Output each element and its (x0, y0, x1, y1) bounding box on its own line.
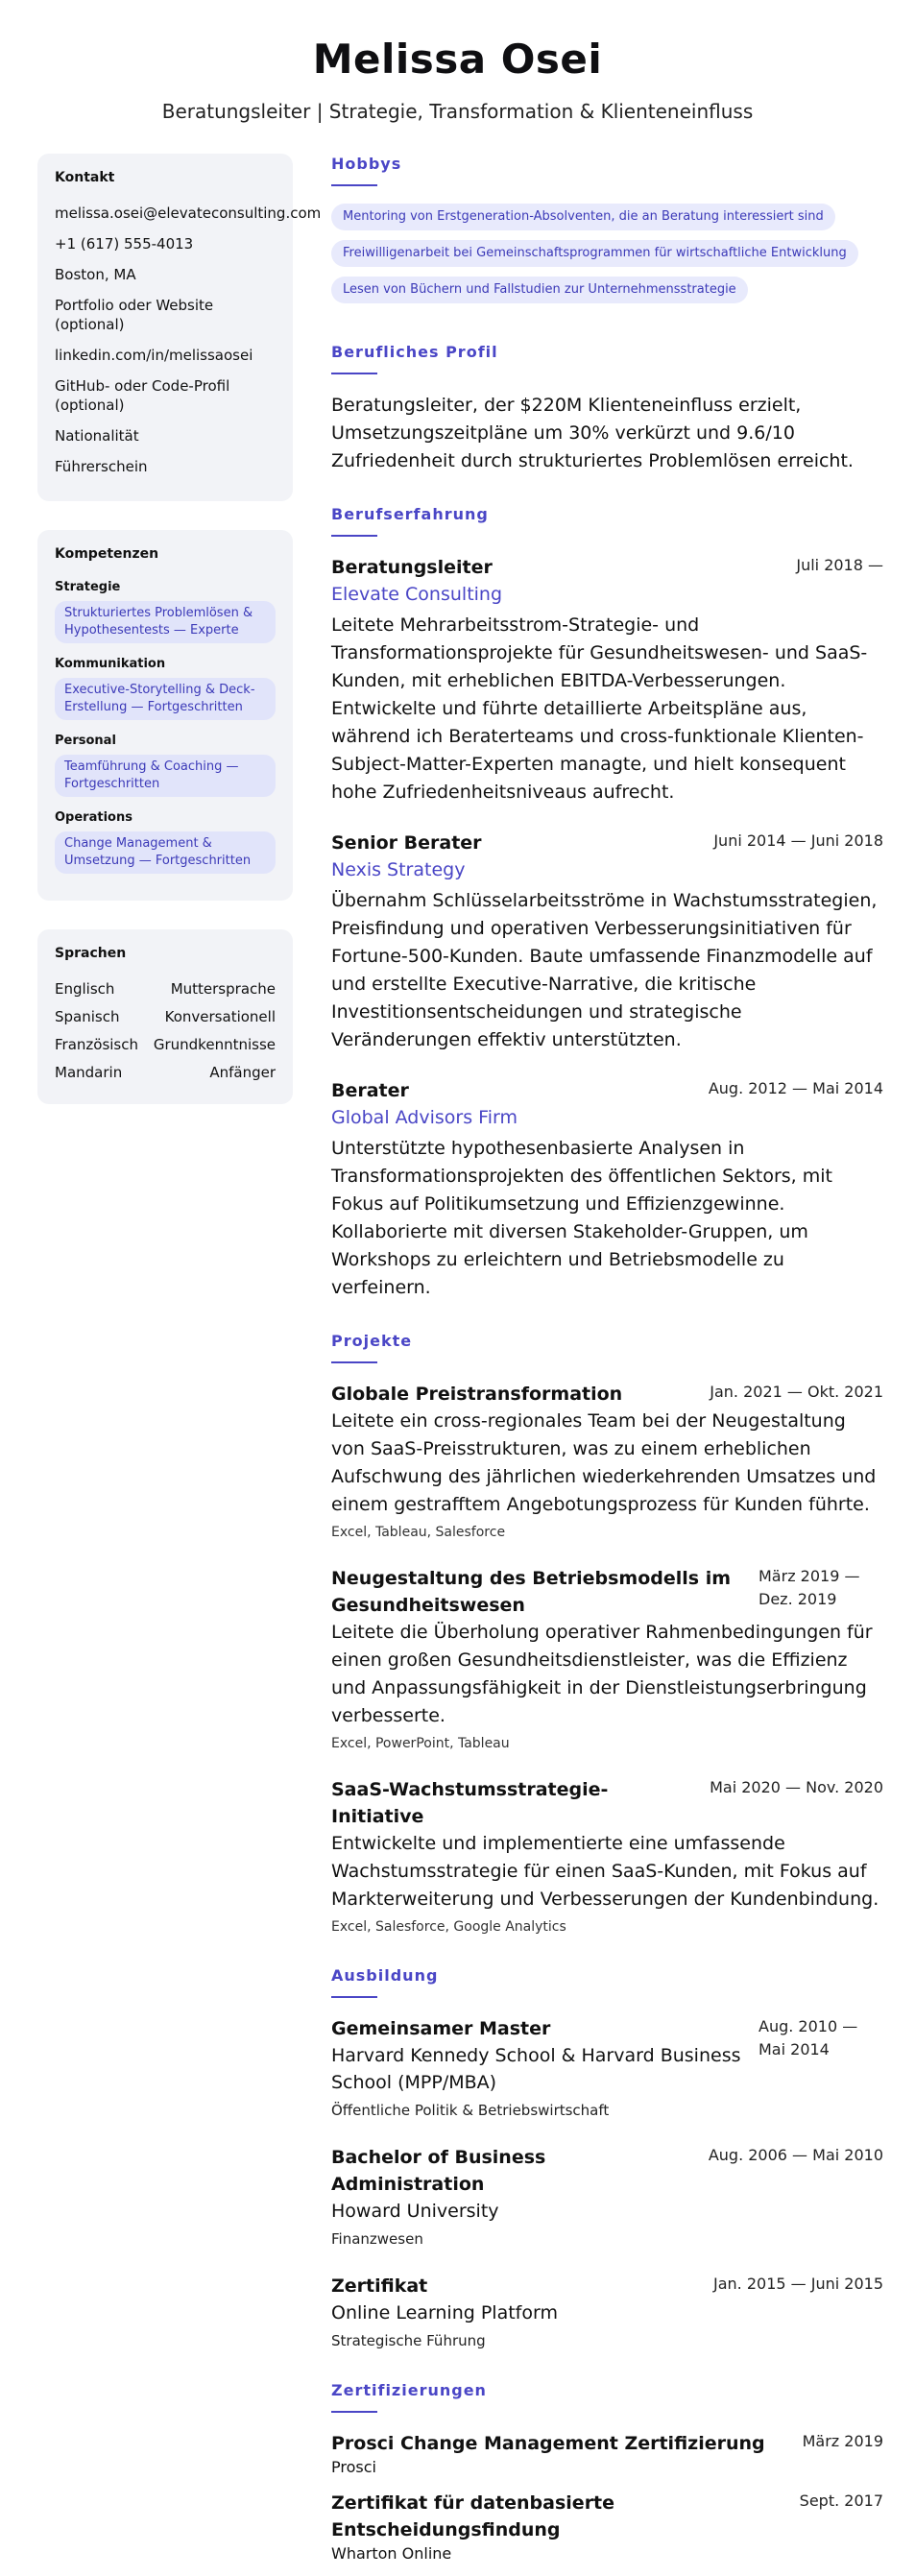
skill-chip: Teamführung & Coaching — Fortgeschritten (55, 755, 276, 797)
profile-heading: Berufliches Profil (331, 343, 498, 361)
job-title: Beratungsleiter (331, 557, 493, 578)
job-dates: Aug. 2012 — Mai 2014 (708, 1079, 883, 1097)
degree-title: Bachelor of Business Administration (331, 2147, 546, 2195)
skill-chip: Executive-Storytelling & Deck-Erstellung — Fortgeschritten (55, 678, 276, 720)
section-divider (331, 535, 377, 537)
education-main (331, 2015, 744, 2096)
certification-date: März 2019 (802, 2432, 883, 2450)
education-dates: Jan. 2015 — Juni 2015 (713, 2275, 883, 2293)
contact-nationality: Nationalität (55, 427, 139, 445)
certification-name: Prosci Change Management Zertifizierung (331, 2433, 765, 2454)
skills-card (37, 530, 293, 901)
projects-section (331, 1331, 883, 1937)
project-description: Entwickelte und implementierte eine umfassende Wachstumsstrategie für einen SaaS-Kunden, mit Fokus auf Markterweiterung und Verbesserungen der Kundenbindung. (331, 1833, 879, 1910)
project-dates: März 2019 — Dez. 2019 (758, 1567, 860, 1608)
experience-entry (331, 554, 883, 807)
language-level: Muttersprache (170, 980, 276, 998)
contact-linkedin[interactable]: linkedin.com/in/melissaosei (55, 347, 253, 364)
education-field: Strategische Führung (331, 2332, 486, 2349)
job-dates: Juni 2014 — Juni 2018 (713, 831, 883, 850)
education-entry (331, 2273, 883, 2351)
company-name: Global Advisors Firm (331, 1107, 518, 1128)
experience-section (331, 504, 883, 1302)
job-description: Übernahm Schlüsselarbeitsströme in Wachstumsstrategien, Preisfindung und operativen Verbesserungsinitiativen für Fortune-500-Kunden. Baute umfassende Finanzmodelle auf und erstellte Executive-Narrative, die kritische Investitionsentscheidungen und strategische Veränderungen effektiv unterstützten. (331, 890, 878, 1050)
company-name: Elevate Consulting (331, 584, 503, 605)
project-name: Neugestaltung des Betriebsmodells im Gesundheitswesen (331, 1568, 732, 1616)
candidate-headline: Beratungsleiter | Strategie, Transformation & Klienteneinfluss (161, 100, 754, 123)
company-name: Nexis Strategy (331, 859, 466, 880)
project-name: SaaS-Wachstumsstrategie-Initiative (331, 1779, 609, 1827)
candidate-name: Melissa Osei (312, 36, 603, 83)
language-row (55, 1007, 276, 1026)
profile-section (331, 342, 883, 475)
degree-title: Zertifikat (331, 2275, 428, 2297)
certification-date: Sept. 2017 (799, 2492, 883, 2510)
certifications-heading: Zertifizierungen (331, 2381, 487, 2399)
certification-entry (331, 2490, 883, 2564)
contact-card (37, 154, 322, 501)
education-entry (331, 2144, 883, 2250)
degree-title: Gemeinsamer Master (331, 2018, 551, 2039)
job-description: Leitete Mehrarbeitsstrom-Strategie- und Transformationsprojekte für Gesundheitswesen- und SaaS-Kunden, mit erheblichen EBITDA-Verbesserungen. Entwickelte und führte detaillierte Arbeitspläne aus, während ich Beraterteams und cross-funktionale Klienten-Subject-Matter-Experten managte, und hielt konsequent hohe Zufriedenheitsniveaus aufrecht. (331, 614, 868, 803)
education-section (331, 1965, 883, 2351)
language-name: Mandarin (55, 1064, 123, 1081)
project-name: Globale Preistransformation (331, 1384, 623, 1405)
experience-heading: Berufserfahrung (331, 505, 489, 523)
education-entry (331, 2015, 883, 2121)
skill-group (55, 580, 276, 643)
skill-group (55, 734, 276, 797)
skill-group-title: Operations (55, 810, 132, 825)
language-level: Anfänger (209, 1064, 276, 1081)
hobby-chip: Lesen von Büchern und Fallstudien zur Unternehmensstrategie (331, 277, 748, 303)
language-name: Französisch (55, 1036, 139, 1053)
projects-heading: Projekte (331, 1332, 413, 1350)
hobby-chip: Freiwilligenarbeit bei Gemeinschaftsprogrammen für wirtschaftliche Entwicklung (331, 240, 858, 267)
education-dates: Aug. 2006 — Mai 2010 (708, 2146, 883, 2164)
contact-license: Führerschein (55, 458, 148, 475)
education-heading: Ausbildung (331, 1966, 439, 1985)
contact-github: GitHub- oder Code-Profil (optional) (55, 377, 230, 414)
certification-issuer: Wharton Online (331, 2544, 452, 2563)
language-row (55, 1035, 276, 1054)
language-name: Spanisch (55, 1008, 120, 1025)
project-entry (331, 1565, 883, 1753)
hobby-chip: Mentoring von Erstgeneration-Absolventen, die an Beratung interessiert sind (331, 204, 835, 230)
contact-phone[interactable]: +1 (617) 555-4013 (55, 235, 194, 253)
school-name: Online Learning Platform (331, 2302, 558, 2323)
contact-title: Kontakt (55, 170, 115, 185)
contact-portfolio: Portfolio oder Website (optional) (55, 297, 214, 333)
language-level: Konversationell (164, 1008, 276, 1025)
project-tools: Excel, PowerPoint, Tableau (331, 1736, 510, 1751)
school-name: Harvard Kennedy School & Harvard Business School (MPP/MBA) (331, 2045, 741, 2093)
experience-entry (331, 1077, 883, 1302)
project-tools: Excel, Tableau, Salesforce (331, 1525, 506, 1540)
project-tools: Excel, Salesforce, Google Analytics (331, 1919, 566, 1935)
languages-title: Sprachen (55, 946, 127, 961)
section-divider (331, 184, 377, 186)
resume-header (0, 33, 915, 125)
job-title: Senior Berater (331, 832, 482, 854)
certification-issuer: Prosci (331, 2458, 376, 2476)
skills-title: Kompetenzen (55, 546, 159, 562)
language-row (55, 979, 276, 999)
section-divider (331, 1996, 377, 1998)
education-field: Öffentliche Politik & Betriebswirtschaft (331, 2102, 610, 2119)
skill-group-title: Personal (55, 734, 116, 748)
section-divider (331, 373, 377, 374)
language-row (55, 1063, 276, 1082)
project-dates: Jan. 2021 — Okt. 2021 (710, 1383, 883, 1401)
contact-location: Boston, MA (55, 266, 136, 283)
skill-group (55, 657, 276, 720)
skill-group (55, 810, 276, 874)
skill-group-title: Strategie (55, 580, 121, 594)
skill-group-title: Kommunikation (55, 657, 166, 671)
project-dates: Mai 2020 — Nov. 2020 (710, 1778, 883, 1796)
skill-chip: Strukturiertes Problemlösen & Hypothesentests — Experte (55, 601, 276, 643)
language-name: Englisch (55, 980, 115, 998)
job-dates: Juli 2018 — (796, 556, 883, 574)
project-entry (331, 1381, 883, 1542)
education-dates: Aug. 2010 — Mai 2014 (758, 2017, 858, 2058)
skill-chip: Change Management & Umsetzung — Fortgeschritten (55, 831, 276, 874)
certifications-section (331, 2380, 883, 2564)
job-description: Unterstützte hypothesenbasierte Analysen in Transformationsprojekten des öffentlichen Sektors, mit Fokus auf Politikumsetzung und Effizienzgewinne. Kollaborierte mit diversen Stakeholder-Gruppen, um Workshops zu erleichtern und Betriebsmodelle zu verfeinern. (331, 1138, 832, 1298)
project-entry (331, 1776, 883, 1937)
job-title: Berater (331, 1080, 409, 1101)
main-content (331, 154, 883, 2576)
language-level: Grundkenntnisse (153, 1036, 276, 1053)
school-name: Howard University (331, 2201, 499, 2222)
hobbies-heading: Hobbys (331, 155, 402, 173)
section-divider (331, 1361, 377, 1363)
sidebar (37, 154, 322, 1133)
project-description: Leitete die Überholung operativer Rahmenbedingungen für einen großen Gesundheitsdienstleister, was die Effizienz und Anpassungsfähigkeit in der Dienstleistungserbringung verbesserte. (331, 1622, 873, 1726)
education-field: Finanzwesen (331, 2230, 423, 2248)
experience-entry (331, 830, 883, 1054)
section-divider (331, 2411, 377, 2413)
languages-card (37, 929, 293, 1104)
profile-summary: Beratungsleiter, der $220M Klienteneinfluss erzielt, Umsetzungszeitpläne um 30% verkürzt und 9.6/10 Zufriedenheit durch strukturiertes Problemlösen erreicht. (331, 395, 854, 471)
contact-email[interactable]: melissa.osei@elevateconsulting.com (55, 205, 322, 222)
certification-entry (331, 2430, 883, 2478)
project-description: Leitete ein cross-regionales Team bei der Neugestaltung von SaaS-Preisstrukturen, was zu einem erheblichen Aufschwung des jährlichen wiederkehrenden Umsatzes und einem gestrafftem Angebotungsprozess für Kunden führte. (331, 1410, 877, 1515)
hobbies-section (331, 154, 883, 313)
certification-name: Zertifikat für datenbasierte Entscheidungsfindung (331, 2492, 615, 2540)
